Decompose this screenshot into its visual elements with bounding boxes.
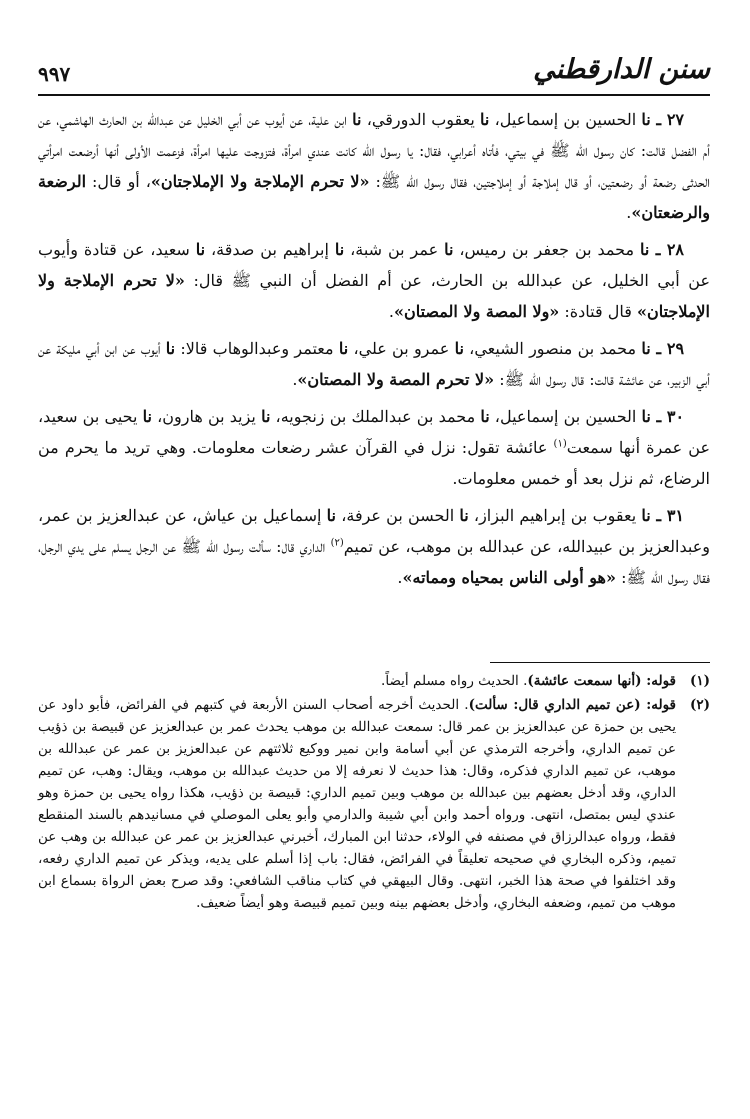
text-run: عمر بن شبة، xyxy=(344,240,445,259)
text-run: . الحديث أخرجه أصحاب السنن الأربعة في كتبهم في الفرائض، فأبو داود عن يحيى بن حمزة عن عبدالعزيز بن عمر قال: سمعت عبدالله بن موهب يحدث عمر بن عبدالعزيز عن قبيصة بن ذؤيب عن تميم الداري، وأخرجه الترمذي عن أبي أسامة وابن نمير ووكيع ثلاثتهم عن عبدالعزيز بن عمر عن عبدالله بن موهب، عن تميم الداري فذكره، وقال: هذا حديث لا نعرفه إلا من حديث عبدالله بن موهب، ويقال: وهب، عن تميم الداري، وقد أدخل بعضهم بين عبدالله بن موهب وبين تميم الداري: قبيصة بن ذؤيب، هكذا رواه يحيى بن حمزة وهو عندي ليس بمتصل، انتهى. ورواه أحمد وابن أبي شيبة والدارمي وأبو يعلى الموصلي في مسانيدهم بالسند المنقطع فقط، ورواه عبدالرزاق في مصنفه في الولاء، حدثنا ابن المبارك، أخبرني عبدالعزيز بن عمر عن عبدالله بن وهب عن تميم، وذكره البخاري في صحيحه تعليقاً في الفرائض، فقال: باب إذا أسلم على يديه، ويذكر عن تميم الداري رفعه، وقد اختلفوا في صحة هذا الخبر، انتهى. وقال البيهقي في كتاب مناقب الشافعي: وقد صرح بعض الرواة بسماع ابن موهب من تميم، وضعفه البخاري، وأدخل بعضهم بينه وبين تميم قبيصة وهو أيضاً ضعيف. xyxy=(38,697,676,911)
text-run: ابن علية، عن أيوب عن أبي الخليل عن عبدالله بن الحارث الهاشمي، عن أم الفضل قالت: كان رسول الله ﷺ في بيتي، فأتاه أعرابي، فقال: يا رسول الله كانت عندي امرأة، فتزوجت عليها امرأة، فزعمت الأولى أنها أرضعت امرأتي الحدثى رضعة أو رضعتين، أو قال إملاجة أو إملاجتين، فقال رسول الله ﷺ: xyxy=(38,110,710,191)
text-run: قال قتادة: xyxy=(559,302,637,321)
hadith-number: ٣٠ ـ xyxy=(650,407,685,426)
footnotes xyxy=(38,670,710,916)
text-run: . xyxy=(397,568,403,587)
running-header xyxy=(38,52,710,96)
text-run: عمرو بن علي، xyxy=(348,339,455,358)
footnote-2 xyxy=(38,694,710,914)
text-run: الحسين بن إسماعيل، xyxy=(489,407,642,426)
bold-run: نا xyxy=(480,407,490,426)
hadith-30 xyxy=(38,401,710,494)
bold-run: نا xyxy=(640,240,650,259)
footnote-separator xyxy=(490,662,710,663)
bold-run: الرضعة والرضعتان» xyxy=(38,172,710,222)
bold-run: نا xyxy=(641,339,651,358)
text-run: يعقوب الدورقي، xyxy=(361,110,481,129)
bold-run: نا xyxy=(444,240,454,259)
hadith-text xyxy=(38,104,710,599)
page-number: ٩٩٧ xyxy=(38,62,71,86)
bold-run: نا xyxy=(165,339,176,358)
bold-run: «لا تحرم الإملاجة ولا الإملاجتان» xyxy=(38,271,710,321)
header-rule xyxy=(38,94,710,96)
text-run: . xyxy=(388,302,394,321)
text-run: يعقوب بن إبراهيم البزاز، xyxy=(468,506,642,525)
footnote-ref: (١) xyxy=(553,438,567,450)
text-run: ، أو قال: xyxy=(86,172,151,191)
text-run: سعيد، عن قتادة وأيوب عن أبي الخليل، عن عبدالله بن الحارث، عن أم الفضل أن النبي ﷺ قال: xyxy=(38,240,710,290)
text-run: محمد بن جعفر بن رميس، xyxy=(453,240,640,259)
bold-run: «لا تحرم المصة ولا المصتان» xyxy=(297,370,495,389)
bold-run: نا xyxy=(641,407,651,426)
hadith-28 xyxy=(38,234,710,327)
hadith-29 xyxy=(38,333,710,395)
text-run: . xyxy=(292,370,298,389)
bold-run: نا xyxy=(195,240,206,259)
text-run: معتمر وعبدالوهاب قالا: xyxy=(175,339,339,358)
bold-run: نا xyxy=(334,240,345,259)
footnote-number: (١) xyxy=(689,673,710,689)
text-run: الحسين بن إسماعيل، xyxy=(489,110,642,129)
hadith-number: ٢٧ ـ xyxy=(650,110,684,129)
hadith-number: ٢٩ ـ xyxy=(650,339,685,358)
text-run: عائشة تقول: نزل في القرآن عشر رضعات معلومات. وهي تريد ما يحرم من الرضاع، ثم نزل بعد أو خمس معلومات. xyxy=(38,438,710,488)
bold-run: «ولا المصة ولا المصتان» xyxy=(393,302,560,321)
bold-run: «هو أولى الناس بمحياه ومماته» xyxy=(402,568,616,587)
hadith-31 xyxy=(38,500,710,593)
footnote-1 xyxy=(38,670,710,692)
hadith-number: ٢٨ ـ xyxy=(649,240,685,259)
text-run: محمد بن منصور الشيعي، xyxy=(463,339,642,358)
bold-run: نا xyxy=(641,110,651,129)
bold-run: نا xyxy=(338,339,349,358)
footnote-ref: (٢) xyxy=(330,537,344,549)
text-run: يحيى بن سعيد، عن عمرة أنها سمعت xyxy=(38,407,710,457)
bold-run: نا xyxy=(142,407,152,426)
text-run: الحسن بن عرفة، xyxy=(335,506,460,525)
bold-run: نا xyxy=(261,407,271,426)
text-run: . الحديث رواه مسلم أيضاً. xyxy=(381,673,528,689)
text-run: محمد بن عبدالملك بن زنجويه، xyxy=(270,407,481,426)
text-run: الداري قال: سألت رسول الله ﷺ عن الرجل يسلم على يدي الرجل، فقال رسول الله ﷺ: xyxy=(38,537,710,587)
bold-run: نا xyxy=(459,506,469,525)
bold-run: قوله: xyxy=(641,673,676,689)
bold-run: نا xyxy=(480,110,490,129)
text-run: إبراهيم بن صدقة، xyxy=(205,240,335,259)
bold-run: نا xyxy=(454,339,464,358)
hadith-number: ٣١ ـ xyxy=(650,506,685,525)
bold-run: نا xyxy=(641,506,651,525)
bold-run: نا xyxy=(352,110,362,129)
text-run: إسماعيل بن عياش، عن عبدالعزيز بن عمر، وعبدالعزيز بن عبيدالله، عن عبدالله بن موهب، عن تميم xyxy=(38,506,711,556)
book-title: سنن الدارقطني xyxy=(533,54,710,85)
footnote-number: (٢) xyxy=(689,697,710,713)
hadith-27 xyxy=(38,104,710,228)
bold-run: نا xyxy=(326,506,336,525)
bold-run: قوله: xyxy=(640,697,677,713)
bold-run: (أنها سمعت عائشة) xyxy=(527,673,642,689)
bold-run: «لا تحرم الإملاجة ولا الإملاجتان» xyxy=(150,172,370,191)
text-run: . xyxy=(626,203,632,222)
text-run: يزيد بن هارون، xyxy=(151,407,262,426)
bold-run: (عن تميم الداري قال: سألت) xyxy=(468,697,641,713)
text-run: أيوب عن ابن أبي مليكة عن أبي الزبير، عن عائشة قالت: قال رسول الله ﷺ: xyxy=(38,339,710,389)
